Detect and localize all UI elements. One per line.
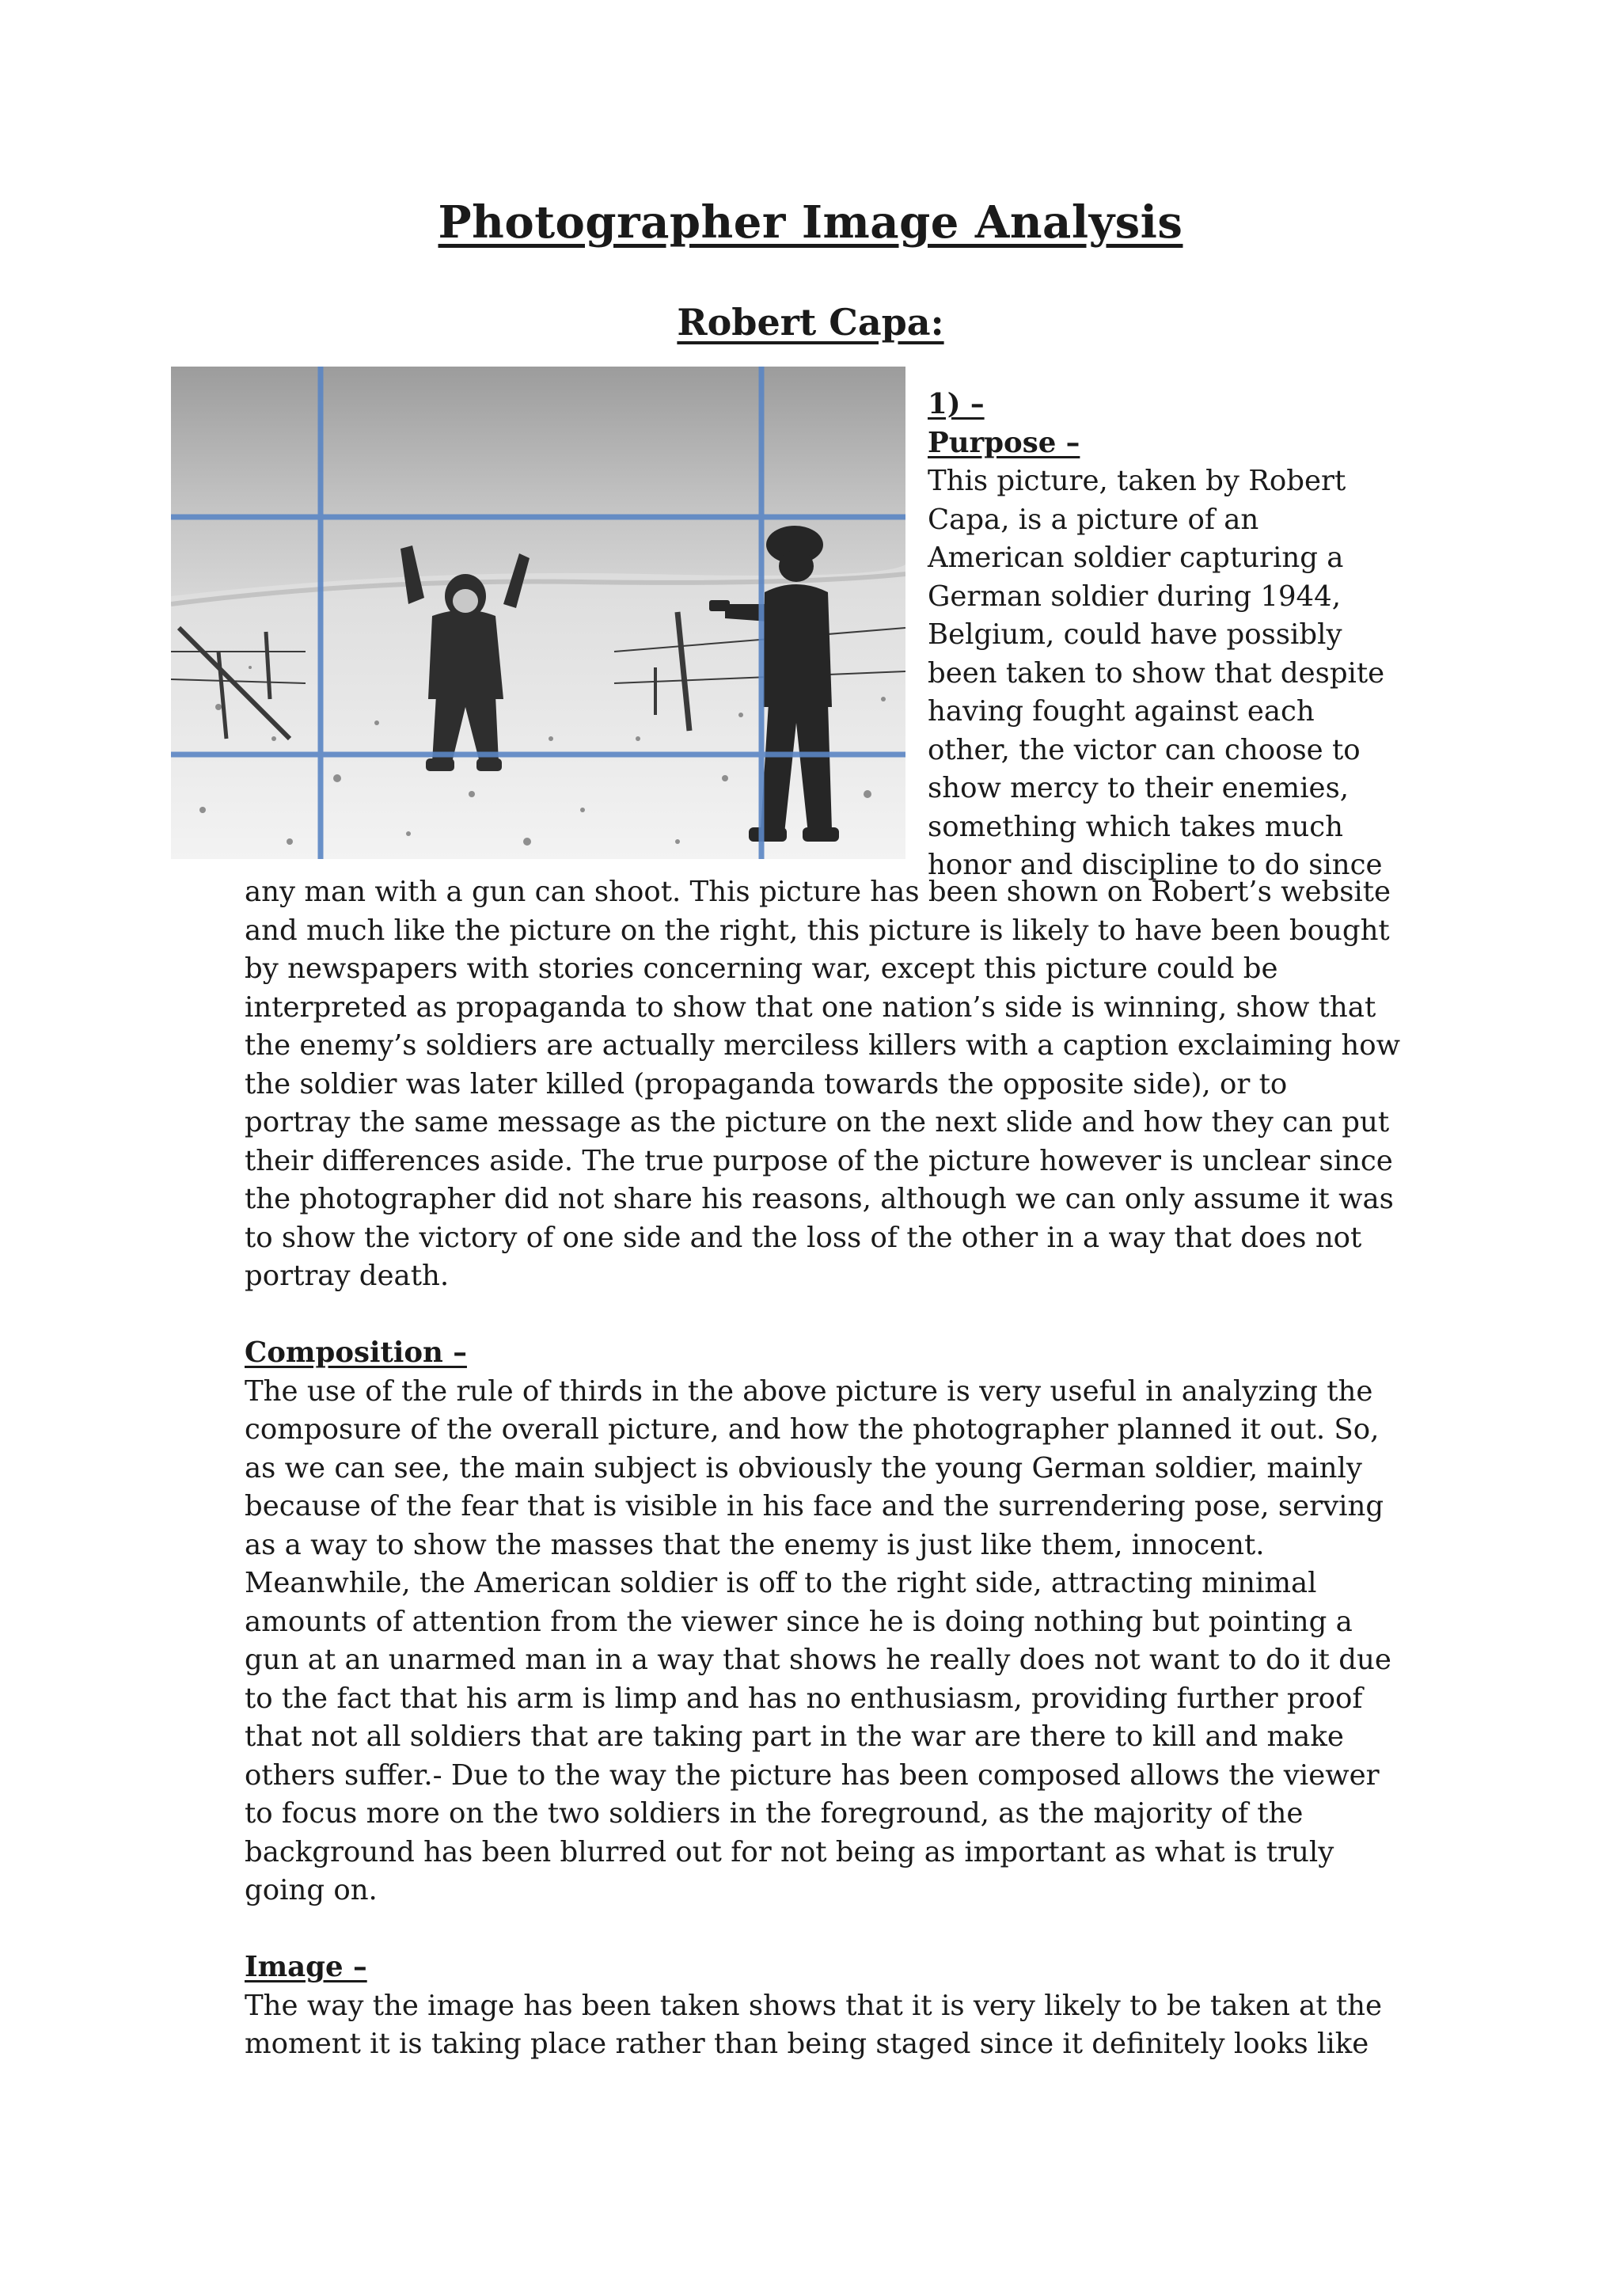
composition-heading: Composition – — [245, 1336, 467, 1369]
purpose-line: been taken to show that despite — [928, 656, 1385, 690]
purpose-line: portray the same message as the picture on the next slide and how they can put — [245, 1106, 1390, 1138]
purpose-side-column — [928, 386, 1387, 885]
purpose-line: to show the victory of one side and the loss of the other in a way that does not — [245, 1221, 1362, 1254]
composition-line: to focus more on the two soldiers in the foreground, as the majority of the — [245, 1797, 1304, 1830]
purpose-line: other, the victor can choose to — [928, 733, 1361, 766]
image-line: The way the image has been taken shows that it is very likely to be taken at the — [245, 1989, 1383, 2022]
purpose-line: portray death. — [245, 1260, 450, 1292]
composition-line: going on. — [245, 1874, 378, 1906]
purpose-line: show mercy to their enemies, — [928, 772, 1350, 804]
war-photograph — [171, 367, 905, 859]
purpose-line: something which takes much — [928, 810, 1343, 843]
photographer-name: Robert Capa: — [677, 301, 944, 344]
section-number: 1) – — [928, 388, 985, 420]
purpose-line: by newspapers with stories concerning war, except this picture could be — [245, 952, 1278, 985]
composition-line: gun at an unarmed man in a way that shows he really does not want to do it due — [245, 1644, 1391, 1676]
purpose-line: the photographer did not share his reasons, although we can only assume it was — [245, 1183, 1394, 1215]
purpose-line: the enemy’s soldiers are actually merciless killers with a caption exclaiming how — [245, 1029, 1400, 1062]
composition-line: composure of the overall picture, and how the photographer planned it out. So, — [245, 1413, 1380, 1446]
page-title: Photographer Image Analysis — [438, 196, 1183, 249]
composition-line: that not all soldiers that are taking part in the war are there to kill and make — [245, 1720, 1344, 1753]
purpose-line: having fought against each — [928, 695, 1315, 728]
purpose-heading: Purpose – — [928, 426, 1080, 459]
composition-line: as a way to show the masses that the enemy is just like them, innocent. — [245, 1528, 1265, 1561]
purpose-line: German soldier during 1944, — [928, 580, 1342, 613]
composition-line: as we can see, the main subject is obviously the young German soldier, mainly — [245, 1451, 1362, 1484]
purpose-line: and much like the picture on the right, this picture is likely to have been bought — [245, 914, 1390, 947]
paragraph-gap — [245, 1910, 1384, 1949]
paragraph-gap — [245, 1296, 1384, 1335]
composition-line: The use of the rule of thirds in the above picture is very useful in analyzing the — [245, 1374, 1373, 1408]
composition-line: to the fact that his arm is limp and has no enthusiasm, providing further proof — [245, 1682, 1363, 1715]
purpose-line: their differences aside. The true purpose of the picture however is unclear since — [245, 1144, 1393, 1177]
purpose-line: Belgium, could have possibly — [928, 618, 1342, 651]
purpose-line: the soldier was later killed (propaganda towards the opposite side), or to — [245, 1067, 1288, 1100]
main-text-column — [245, 873, 1400, 2064]
composition-line: amounts of attention from the viewer since he is doing nothing but pointing a — [245, 1605, 1353, 1638]
composition-line: because of the fear that is visible in his face and the surrendering pose, serving — [245, 1490, 1384, 1522]
purpose-line: Capa, is a picture of an — [928, 503, 1259, 536]
purpose-line: any man with a gun can shoot. This picture has been shown on Robert’s website — [245, 876, 1391, 908]
composition-line: background has been blurred out for not being as important as what is truly — [245, 1835, 1334, 1868]
composition-line: Meanwhile, the American soldier is off to the right side, attracting minimal — [245, 1567, 1317, 1599]
image-heading: Image – — [245, 1951, 367, 1983]
purpose-line: honor and discipline to do since — [928, 849, 1383, 881]
image-line: moment it is taking place rather than being staged since it definitely looks like — [245, 2028, 1369, 2060]
composition-line: others suffer.- Due to the way the picture has been composed allows the viewer — [245, 1758, 1380, 1792]
purpose-line: American soldier capturing a — [928, 542, 1344, 574]
purpose-line: This picture, taken by Robert — [928, 465, 1346, 497]
purpose-line: interpreted as propaganda to show that one nation’s side is winning, show that — [245, 990, 1376, 1024]
